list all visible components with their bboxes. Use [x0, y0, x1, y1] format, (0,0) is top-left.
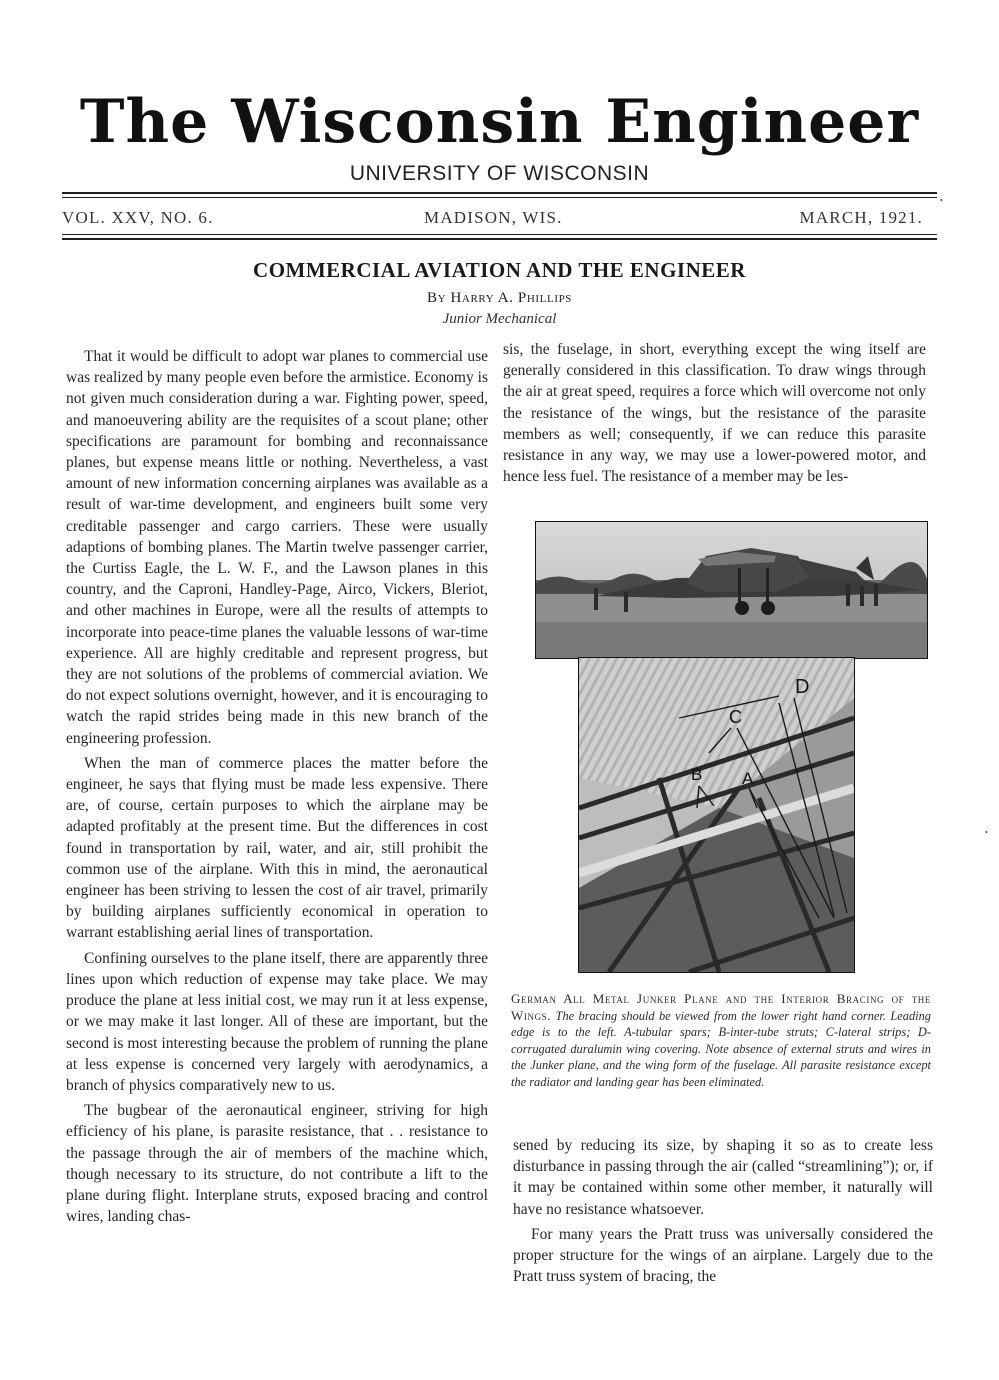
- right-column-bottom: [513, 1135, 933, 1291]
- label-a: A: [742, 769, 754, 788]
- paragraph: sis, the fuselage, in short, everything except the wing itself are generally considered in this classification. To draw wings through the air at great speed, requires a force which will overcome not only the resistance of the wings, but the resistance of the parasite members as well; consequently, if we can reduce this parasite resistance in any way, we may use a lower-powered motor, and hence less fuel. The resistance of a member may be les-: [503, 341, 926, 486]
- header-rule-top-2: [62, 197, 937, 198]
- caption-lead: German All Metal Junker Plane and the Interior Bracing of the Wings.: [511, 991, 931, 1023]
- article-title: COMMERCIAL AVIATION AND THE ENGINEER: [253, 258, 746, 282]
- right-column-top: [503, 339, 926, 491]
- junker-plane-photo: [535, 521, 928, 659]
- left-column: [66, 346, 488, 1231]
- paragraph: Confining ourselves to the plane itself, there are apparently three lines upon which reduction of expense may take place. We may produce the plane at less initial cost, we may run it at less expense, or we may make it last longer. All of these are important, but the second is most interesting because the problem of running the plane at less expense is concerned very largely with aerodynamics, a branch of physics comparatively new to us.: [66, 949, 488, 1094]
- masthead-title: The Wisconsin Engineer: [79, 87, 920, 157]
- issue-date: MARCH, 1921.: [799, 208, 923, 227]
- paragraph: That it would be difficult to adopt war planes to commercial use was realized by many people even before the armistice. Economy is not given much consideration during a war. Fighting power, speed, and manoeuvering ability are the requisites of a scout plane; other specifications are paramount for bombing and reconnaissance planes, but expense means little or nothing. Nevertheless, a vast amount of new information concerning airplanes was available as a result of war-time development, and engineers built some very creditable passenger and cargo carriers. These were usually adaptions of bombing planes. The Martin twelve passenger carrier, the Curtiss Eagle, the L. W. F., and the Lawson planes in this country, and the Caproni, Handley-Page, Airco, Vickers, Bleriot, and other machines in Europe, were all the results of attempts to incorporate into peace-time planes the valuable lessons of war-time experience. All are highly creditable and represent progress, but they are not solutions of the problems of commercial aviation. We do not expect solutions overnight, however, and it is encouraging to watch the rapid strides being made in this new branch of the engineering profession.: [66, 348, 488, 747]
- header-rule-bottom-1: [62, 234, 937, 235]
- paragraph: When the man of commerce places the matter before the engineer, he says that flying must be made less expensive. There are, of course, certain purposes to which the airplane may be adapted profitably at the present time. But the differences in cost found in transportation by rail, water, and air, still prohibit the common use of the airplane. With this in mind, the aeronautical engineer has been striving to lessen the cost of air travel, primarily by building airplanes sufficiently economical in operation to warrant establishing aerial lines of transportation.: [66, 754, 488, 942]
- print-mark: •: [940, 196, 943, 205]
- print-mark: •: [985, 828, 988, 837]
- header-rule-top-1: [62, 192, 937, 194]
- caption-body: The bracing should be viewed from the lower right hand corner. Leading edge is to the left. A-tubular spars; B-inter-tube struts; C-lateral strips; D-corrugated duralumin wing covering. Note absence of external struts and wires in the Junker plane, and the wing form of the fuselage. All parasite resistance except the radiator and landing gear has been eliminated.: [511, 1008, 931, 1089]
- article-byline: By Harry A. Phillips: [426, 290, 573, 306]
- wing-bracing-photo: [578, 657, 855, 973]
- paragraph: For many years the Pratt truss was universally considered the proper structure for the wings of an airplane. Largely due to the Pratt truss system of bracing, the: [513, 1225, 933, 1286]
- author-role: Junior Mechanical: [442, 311, 557, 327]
- header-rule-bottom-2: [62, 238, 937, 240]
- issue-place: MADISON, WIS.: [424, 208, 563, 227]
- wing-bracing-illustration: [579, 658, 854, 972]
- paragraph: sened by reducing its size, by shaping it so as to create less disturbance in passing through the air (called “streamlining”); or, if it may be contained within some other member, it naturally will have no resistance whatsoever.: [513, 1137, 933, 1218]
- figure-caption: [511, 991, 931, 1091]
- issue-line: [62, 208, 937, 232]
- paragraph: The bugbear of the aeronautical engineer, striving for high efficiency of his plane, is parasite resistance, that . . resistance to the passage through the air of members of the machine which, though necessary to its structure, do not contribute a lift to the plane during flight. Interplane struts, exposed bracing and control wires, landing chas-: [66, 1102, 488, 1226]
- masthead-subtitle: UNIVERSITY OF WISCONSIN: [349, 162, 650, 185]
- label-d: D: [795, 676, 810, 698]
- label-b: B: [691, 765, 703, 784]
- issue-volume: VOL. XXV, NO. 6.: [62, 208, 214, 227]
- label-c: C: [729, 707, 742, 727]
- junker-plane-illustration: [536, 522, 927, 658]
